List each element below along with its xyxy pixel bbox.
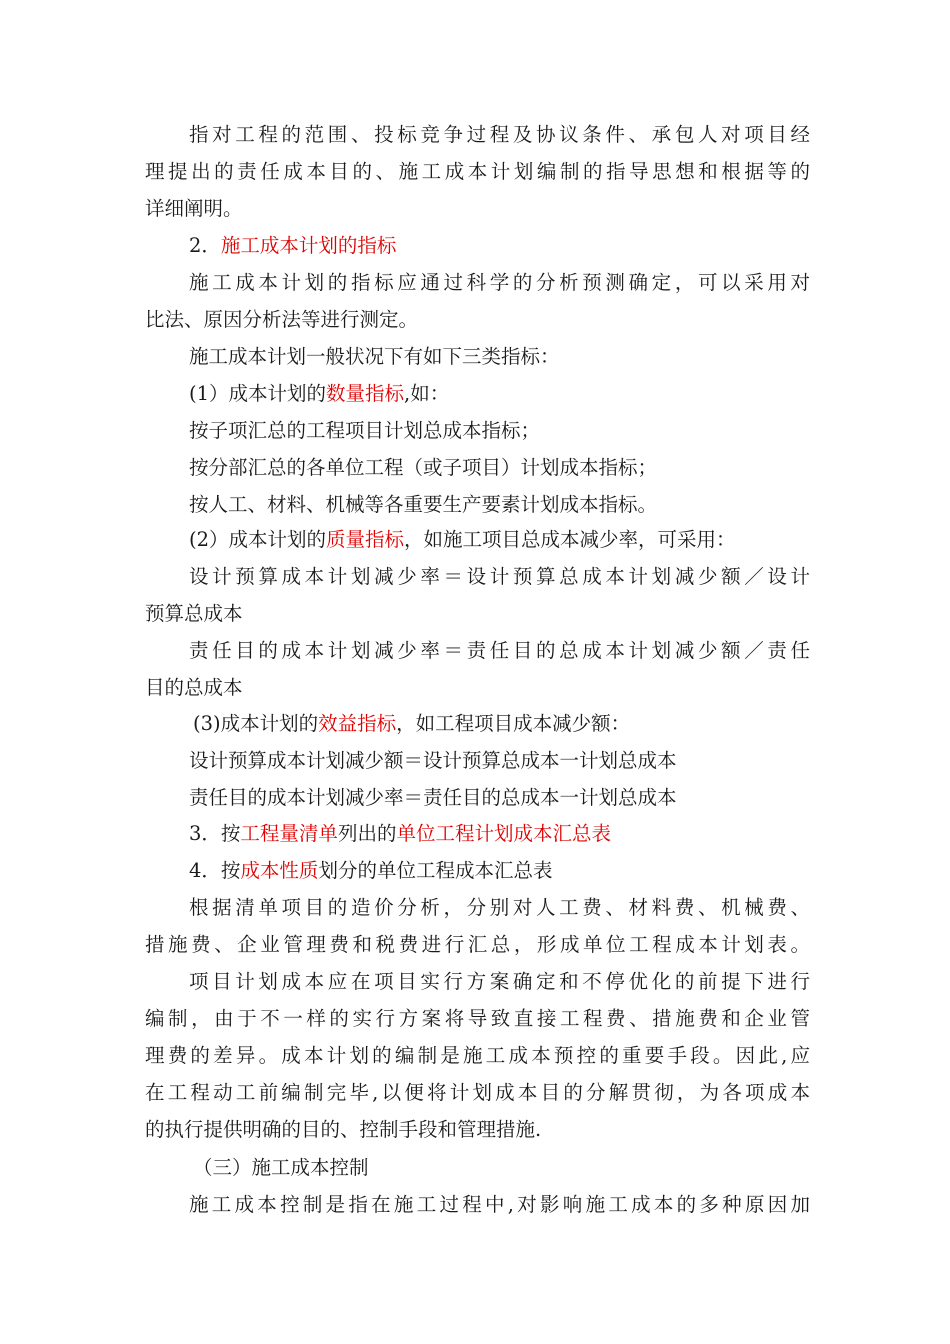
text-line: 措施费、企业管理费和税费进行汇总，形成单位工程成本计划表。 (145, 933, 810, 956)
item-prefix: (3)成本计划的 (193, 712, 319, 735)
item-suffix: ,如： (404, 382, 450, 405)
highlight-term: 质量指标 (326, 528, 405, 551)
paragraph-cost-summary (145, 889, 810, 963)
text-line: 项目计划成本应在项目实行方案确定和不停优化的前提下进行 (189, 970, 810, 993)
paragraph-three-indicators (145, 338, 810, 375)
text-line: 目的总成本 (145, 676, 243, 699)
text-line: 在工程动工前编制完毕,以便将计划成本目的分解贯彻，为各项成本 (145, 1081, 810, 1104)
text-line: 详细阐明。 (145, 197, 243, 220)
heading-number: 4．按 (189, 859, 241, 882)
item-prefix: (2）成本计划的 (189, 528, 327, 551)
highlight-term: 单位工程计划成本汇总表 (396, 822, 611, 845)
formula-design-budget-rate (145, 558, 810, 632)
quantity-indicator-list (145, 412, 810, 523)
highlight-term: 数量指标 (326, 382, 405, 405)
highlight-term: 成本性质 (240, 859, 319, 882)
formula-responsibility-amount (145, 779, 810, 816)
formula-responsibility-rate (145, 632, 810, 706)
heading-title: 施工成本计划的指标 (220, 234, 397, 257)
heading-cost-nature (145, 852, 810, 889)
text-line: 设计预算成本计划减少额＝设计预算总成本一计划总成本 (189, 749, 677, 772)
text-line: 指对工程的范围、投标竞争过程及协议条件、承包人对项目经 (189, 123, 810, 146)
text-line: 理提出的责任成本目的、施工成本计划编制的指导思想和根据等的 (145, 160, 810, 183)
paragraph-intro (145, 116, 810, 227)
text-line: 比法、原因分析法等进行测定。 (145, 308, 419, 331)
heading-mid: 列出的 (337, 822, 397, 845)
list-item: 按子项汇总的工程项目计划总成本指标； (189, 419, 541, 442)
item-benefit-indicator (145, 705, 810, 742)
text-line: 的执行提供明确的目的、控制手段和管理措施. (145, 1118, 542, 1141)
item-quality-indicator (145, 521, 810, 558)
highlight-term: 工程量清单 (240, 822, 338, 845)
formula-design-budget-amount (145, 742, 810, 779)
paragraph-indicator-method (145, 264, 810, 338)
text-line: 责任目的成本计划减少率＝责任目的总成本一计划总成本 (189, 786, 677, 809)
item-suffix: ，如施工项目总成本减少率，可采用： (404, 528, 736, 551)
list-item: 按分部汇总的各单位工程（或子项目）计划成本指标； (189, 456, 658, 479)
text-line: 根据清单项目的造价分析，分别对人工费、材料费、机械费、 (189, 896, 810, 919)
text-line: 编制，由于不一样的实行方案将导致直接工程费、措施费和企业管 (145, 1007, 810, 1030)
text-line: 责任目的成本计划减少率＝责任目的总成本计划减少额／责任 (189, 639, 810, 662)
heading-cost-control (145, 1149, 810, 1186)
list-item: 按人工、材料、机械等各重要生产要素计划成本指标。 (189, 493, 658, 516)
heading-number: 3．按 (189, 822, 241, 845)
item-prefix: (1）成本计划的 (189, 382, 327, 405)
section-heading: （三）施工成本控制 (193, 1156, 369, 1179)
highlight-term: 效益指标 (318, 712, 397, 735)
item-quantity-indicator (145, 375, 810, 412)
heading-bill-of-quantities (145, 815, 810, 852)
text-line: 施工成本计划一般状况下有如下三类指标： (189, 345, 560, 368)
paragraph-plan-preparation (145, 963, 810, 1148)
text-line: 预算总成本 (145, 602, 243, 625)
text-line: 施工成本控制是指在施工过程中,对影响施工成本的多种原因加 (189, 1193, 810, 1216)
heading-suffix: 划分的单位工程成本汇总表 (318, 859, 553, 882)
text-line: 理费的差异。成本计划的编制是施工成本预控的重要手段。因此,应 (145, 1044, 810, 1067)
heading-cost-plan-indicators (145, 227, 810, 264)
item-suffix: ，如工程项目成本减少额： (396, 712, 631, 735)
heading-number: 2． (189, 234, 221, 257)
text-line: 设计预算成本计划减少率＝设计预算总成本计划减少额／设计 (189, 565, 810, 588)
paragraph-cost-control (145, 1186, 810, 1223)
text-line: 施工成本计划的指标应通过科学的分析预测确定，可以采用对 (189, 271, 810, 294)
